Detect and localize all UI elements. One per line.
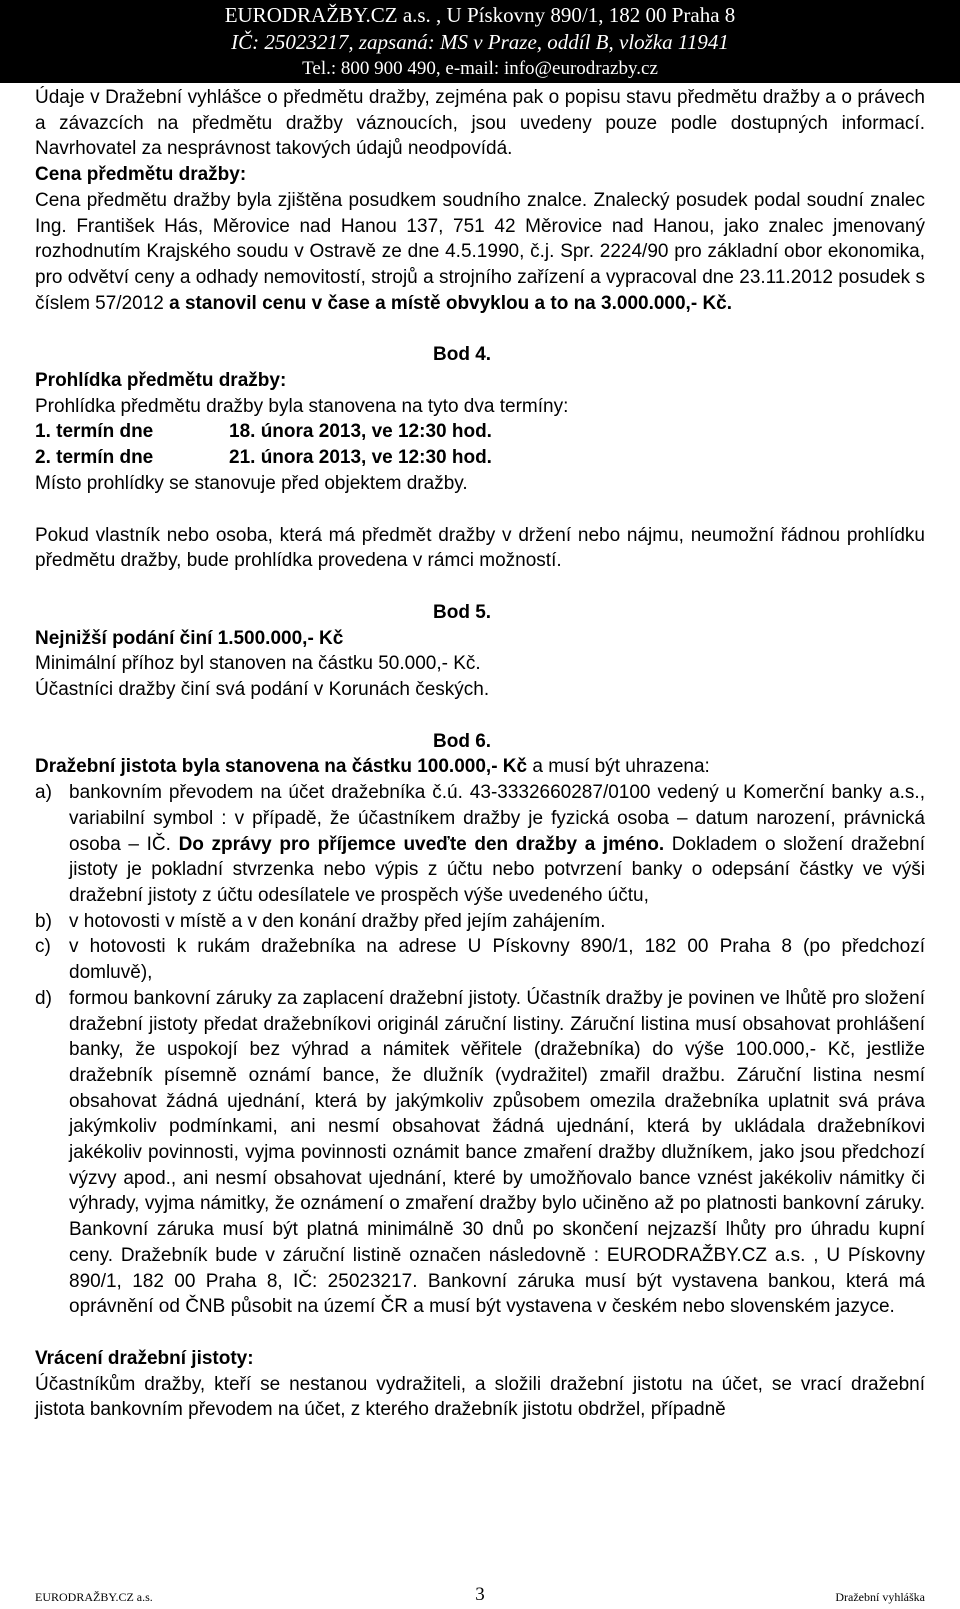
bod4-label: Bod 4. xyxy=(433,344,492,366)
termin-1-label: 1. termín dne xyxy=(35,421,154,443)
list-item xyxy=(35,986,925,1320)
bod4-intro: Prohlídka předmětu dražby byla stanovena na tyto dva termíny: xyxy=(35,395,569,417)
cena-bold: a stanovil cenu v čase a místě obvyklou a to na 3.000.000,- Kč. xyxy=(169,292,733,314)
termin-1-row xyxy=(35,419,925,445)
bod5-heading: Nejnižší podání činí 1.500.000,- Kč xyxy=(35,627,344,649)
letterhead-contact: Tel.: 800 900 490, e-mail: info@eurodrazby.cz xyxy=(302,58,658,79)
bod5-label: Bod 5. xyxy=(433,601,492,623)
cena-text: Cena předmětu dražby byla zjištěna posudkem soudního znalce. Znalecký posudek podal soudní znalec Ing. František Hás, Měrovice nad Hanou 137, 751 42 Měrovice nad Hanou, jako znalec jmenovaný rozhodnutím Krajského soudu v Ostravě ze dne 4.5.1990, č.j. Spr. 2224/90 pro základní obor ekonomika, pro odvětví ceny a odhady nemovitostí, strojů a strojního zařízení a vypracoval dne 23.11.2012 posudek s číslem 57/2012 xyxy=(35,189,925,314)
list-item-text: v hotovosti v místě a v den konání dražby před jejím zahájením. xyxy=(69,910,606,932)
bod4-place: Místo prohlídky se stanovuje před objektem dražby. xyxy=(35,472,468,494)
bod4-heading: Prohlídka předmětu dražby: xyxy=(35,370,287,392)
cena-paragraph xyxy=(35,188,925,317)
vraceni-paragraph: Účastníkům dražby, kteří se nestanou vydražiteli, a složili dražební jistotu na účet, se vrací dražební jistota bankovním převodem na účet, z kterého dražebník jistotu obdržel, případně xyxy=(35,1373,925,1421)
bod6-heading-bold: Dražební jistota byla stanovena na částku 100.000,- Kč xyxy=(35,756,528,778)
letterhead xyxy=(0,0,960,83)
list-item-text: bankovním převodem na účet dražebníka č.ú. 43-3332660287/0100 vedený u Komerční banky a.s., variabilní symbol : v případě, že účastníkem dražby je fyzická osoba – datum narození, právnická osoba – IČ. xyxy=(69,782,925,855)
intro-paragraph: Údaje v Dražební vyhlášce o předmětu dražby, zejména pak o popisu stavu předmětu dražby a o právech a závazcích na předmětu dražby váznoucích, jsou uvedeny pouze podle dostupných informací. Navrhovatel za nesprávnost takových údajů neodpovídá. xyxy=(35,87,925,160)
list-item-text-continued: Dokladem o složení dražební jistoty je pokladní stvrzenka nebo výpis z účtu nebo potvrzení banky o odepsání částky ve výši dražební jistoty z účtu odesílatele ve prospěch výše uvedeného účtu, xyxy=(69,833,925,906)
cena-heading: Cena předmětu dražby: xyxy=(35,164,247,186)
bod4-note: Pokud vlastník nebo osoba, která má předmět dražby v držení nebo nájmu, neumožní řádnou prohlídku předmětu dražby, bude prohlídka provedena v rámci možností. xyxy=(35,524,925,572)
list-item-marker: c) xyxy=(35,936,51,958)
list-item-marker: a) xyxy=(35,782,52,804)
list-item-marker: d) xyxy=(35,987,52,1009)
letterhead-company: EURODRAŽBY.CZ a.s. , U Pískovny 890/1, 182 00 Praha 8 xyxy=(224,3,736,27)
list-item xyxy=(35,909,925,935)
termin-2-row xyxy=(35,445,925,471)
bod6-label: Bod 6. xyxy=(433,730,492,752)
list-item-bold: Do zprávy pro příjemce uveďte den dražby a jméno. xyxy=(178,833,665,855)
page-number: 3 xyxy=(475,1584,485,1605)
list-item-text: v hotovosti k rukám dražebníka na adrese U Pískovny 890/1, 182 00 Praha 8 (po předchozí domluvě), xyxy=(69,936,925,984)
bod5-line2: Účastníci dražby činí svá podání v Korunách českých. xyxy=(35,679,490,701)
payment-methods-list xyxy=(35,780,925,1320)
list-item-marker: b) xyxy=(35,910,52,932)
list-item-text: formou bankovní záruky za zaplacení dražební jistoty. Účastník dražby je povinen ve lhůtě pro složení dražební jistoty předat dražebníkovi originál záruční listiny. Záruční listina musí obsahovat prohlášení banky, že uspokojí bez výhrad a námitek věřitele (dražebníka) do výše 100.000,- Kč, jestliže dražebník písemně oznámí bance, že dlužník (vydražitel) zmařil dražbu. Záruční listina nesmí obsahovat žádná ujednání, která by jakýmkoliv způsobem omezila dražebníka uplatnit svá práva jakýmkoliv podmínkami, ani nesmí obsahovat žádná ujednání, která by ukládala dražebníkovi jakékoliv povinnosti, vyjma povinnosti oznámit bance zmaření dražby dlužníkem, jako jsou předchozí výzvy apod., ani nesmí obsahovat ujednání, které by umožňovalo bance vznést jakékoliv námitky či výhrady, vyjma námitky, že oznámení o zmaření dražby bylo učiněno až po platnosti bankovní záruky. Bankovní záruka musí být platná minimálně 30 dnů po skončení nejzazší lhůty pro úhradu kupní ceny. Dražebník bude v záruční listině označen následovně : EURODRAŽBY.CZ a.s. , U Pískovny 890/1, 182 00 Praha 8, IČ: 25023217. Bankovní záruka musí být vystavena bankou, která má oprávnění od ČNB působit na území ČR a musí být vystavena v českém nebo slovenském jazyce. xyxy=(69,987,925,1318)
bod6-heading xyxy=(35,754,925,780)
list-item xyxy=(35,780,925,909)
termin-2-label: 2. termín dne xyxy=(35,447,154,469)
bod6-heading-rest: a musí být uhrazena: xyxy=(527,756,710,778)
page-footer xyxy=(35,1584,925,1609)
vraceni-heading: Vrácení dražební jistoty: xyxy=(35,1347,254,1369)
list-item xyxy=(35,934,925,985)
letterhead-registration: IČ: 25023217, zapsaná: MS v Praze, oddíl B, vložka 11941 xyxy=(231,30,729,54)
termin-1-value: 18. února 2013, ve 12:30 hod. xyxy=(229,421,492,443)
bod5-line1: Minimální příhoz byl stanoven na částku 50.000,- Kč. xyxy=(35,653,481,675)
document-body xyxy=(35,85,925,1423)
footer-document-title: Dražební vyhláška xyxy=(835,1590,925,1604)
footer-company: EURODRAŽBY.CZ a.s. xyxy=(35,1590,153,1604)
termin-2-value: 21. února 2013, ve 12:30 hod. xyxy=(229,447,492,469)
